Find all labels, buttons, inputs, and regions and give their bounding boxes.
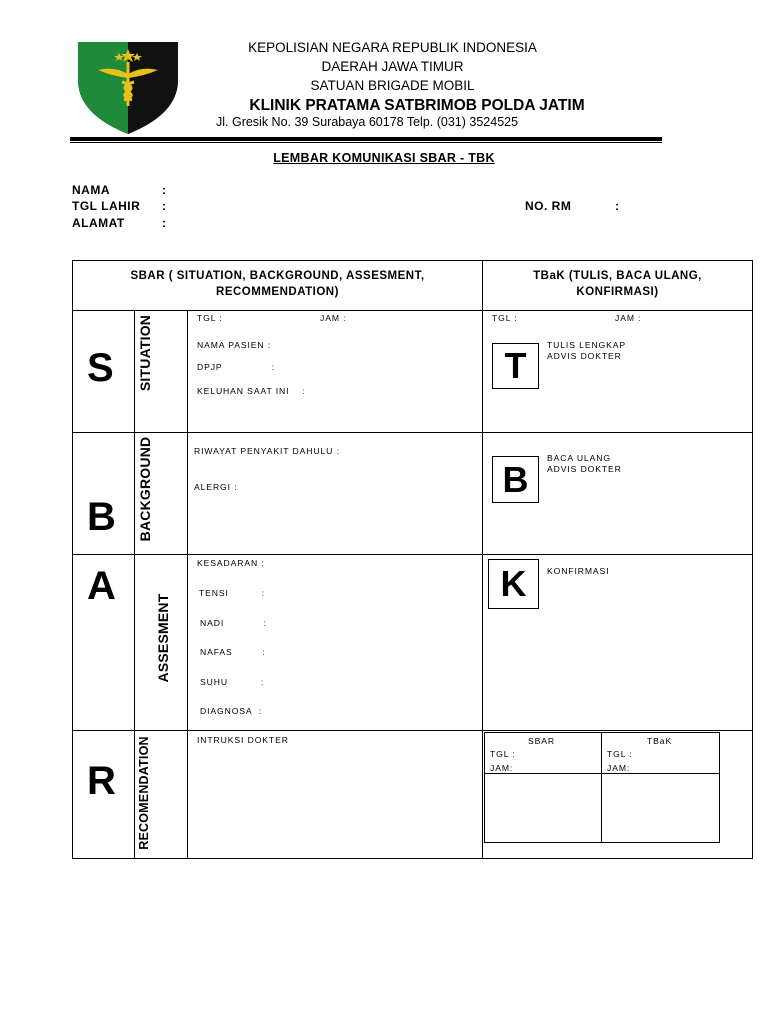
header-tbak: TBaK (TULIS, BACA ULANG, KONFIRMASI) [533, 270, 702, 298]
header-line-3: SATUAN BRIGADE MOBIL [310, 78, 475, 93]
table-row-line [72, 554, 753, 555]
field-kesadaran: KESADARAN : [197, 558, 265, 568]
label-background: BACKGROUND [137, 436, 153, 542]
table-col-line [134, 310, 135, 859]
header-sbar: SBAR ( SITUATION, BACKGROUND, ASSESMENT, RECOMMENDATION) [130, 270, 425, 298]
field-tensi: TENSI : [199, 588, 265, 598]
label-situation: SITUATION [137, 314, 153, 392]
field-riwayat: RIWAYAT PENYAKIT DAHULU : [194, 446, 340, 456]
letter-b: B [87, 495, 116, 539]
label-alamat: ALAMAT [72, 216, 125, 230]
sign-tbak: TBaK [647, 736, 673, 746]
letter-box-k: K [488, 559, 539, 609]
konfirmasi-label: KONFIRMASI [547, 566, 610, 576]
sign-tbak-tgl: TGL : [607, 749, 633, 759]
field-jam: JAM : [320, 313, 347, 323]
label-assesment: ASSESMENT [155, 593, 171, 683]
sign-sbar-tgl: TGL : [490, 749, 516, 759]
signature-divider [601, 732, 602, 843]
colon: : [162, 199, 167, 213]
field-nafas: NAFAS : [200, 647, 266, 657]
letter-s: S [87, 346, 114, 390]
header-rule-thin [70, 142, 662, 143]
signature-table [484, 732, 720, 843]
label-recomendation: RECOMENDATION [137, 736, 151, 850]
header-line-2: DAERAH JAWA TIMUR [321, 59, 464, 74]
letter-box-b: B [492, 456, 539, 503]
table-row-line [72, 730, 753, 731]
clinic-name: KLINIK PRATAMA SATBRIMOB POLDA JATIM [249, 97, 585, 114]
colon: : [615, 199, 620, 213]
field-suhu: SUHU : [200, 677, 265, 687]
colon: : [162, 216, 167, 230]
label-nama: NAMA [72, 183, 110, 197]
header-line-1: KEPOLISIAN NEGARA REPUBLIK INDONESIA [248, 40, 537, 55]
letter-box-t: T [492, 343, 539, 389]
label-tgl-lahir: TGL LAHIR [72, 199, 141, 213]
field-alergi: ALERGI : [194, 482, 238, 492]
colon: : [162, 183, 167, 197]
table-row-line [72, 310, 753, 311]
right-tgl: TGL : [492, 313, 518, 323]
table-row-line [72, 432, 753, 433]
table-col-line [187, 310, 188, 859]
tulis-lengkap-label: TULIS LENGKAP [547, 340, 627, 350]
signature-row-line [484, 773, 720, 774]
field-nadi: NADI : [200, 618, 267, 628]
field-nama-pasien: NAMA PASIEN : [197, 340, 272, 350]
advis-dokter-label: ADVIS DOKTER [547, 351, 622, 361]
sign-sbar: SBAR [528, 736, 556, 746]
clinic-address: Jl. Gresik No. 39 Surabaya 60178 Telp. (031) 3524525 [216, 115, 519, 129]
field-intruksi: INTRUKSI DOKTER [197, 735, 289, 745]
sign-tbak-jam: JAM: [607, 763, 631, 773]
table-divider [482, 260, 483, 859]
clinic-logo [74, 36, 182, 136]
field-tgl: TGL : [197, 313, 223, 323]
form-title: LEMBAR KOMUNIKASI SBAR - TBK [273, 151, 495, 165]
letter-r: R [87, 759, 116, 803]
field-keluhan: KELUHAN SAAT INI : [197, 386, 306, 396]
letter-a: A [87, 564, 116, 608]
baca-ulang-label: BACA ULANG [547, 453, 611, 463]
field-dpjp: DPJP : [197, 362, 276, 372]
field-diagnosa: DIAGNOSA : [200, 706, 262, 716]
sign-sbar-jam: JAM: [490, 763, 514, 773]
header-rule [70, 137, 662, 141]
advis-dokter-label: ADVIS DOKTER [547, 464, 622, 474]
label-no-rm: NO. RM [525, 199, 572, 213]
right-jam: JAM : [615, 313, 642, 323]
